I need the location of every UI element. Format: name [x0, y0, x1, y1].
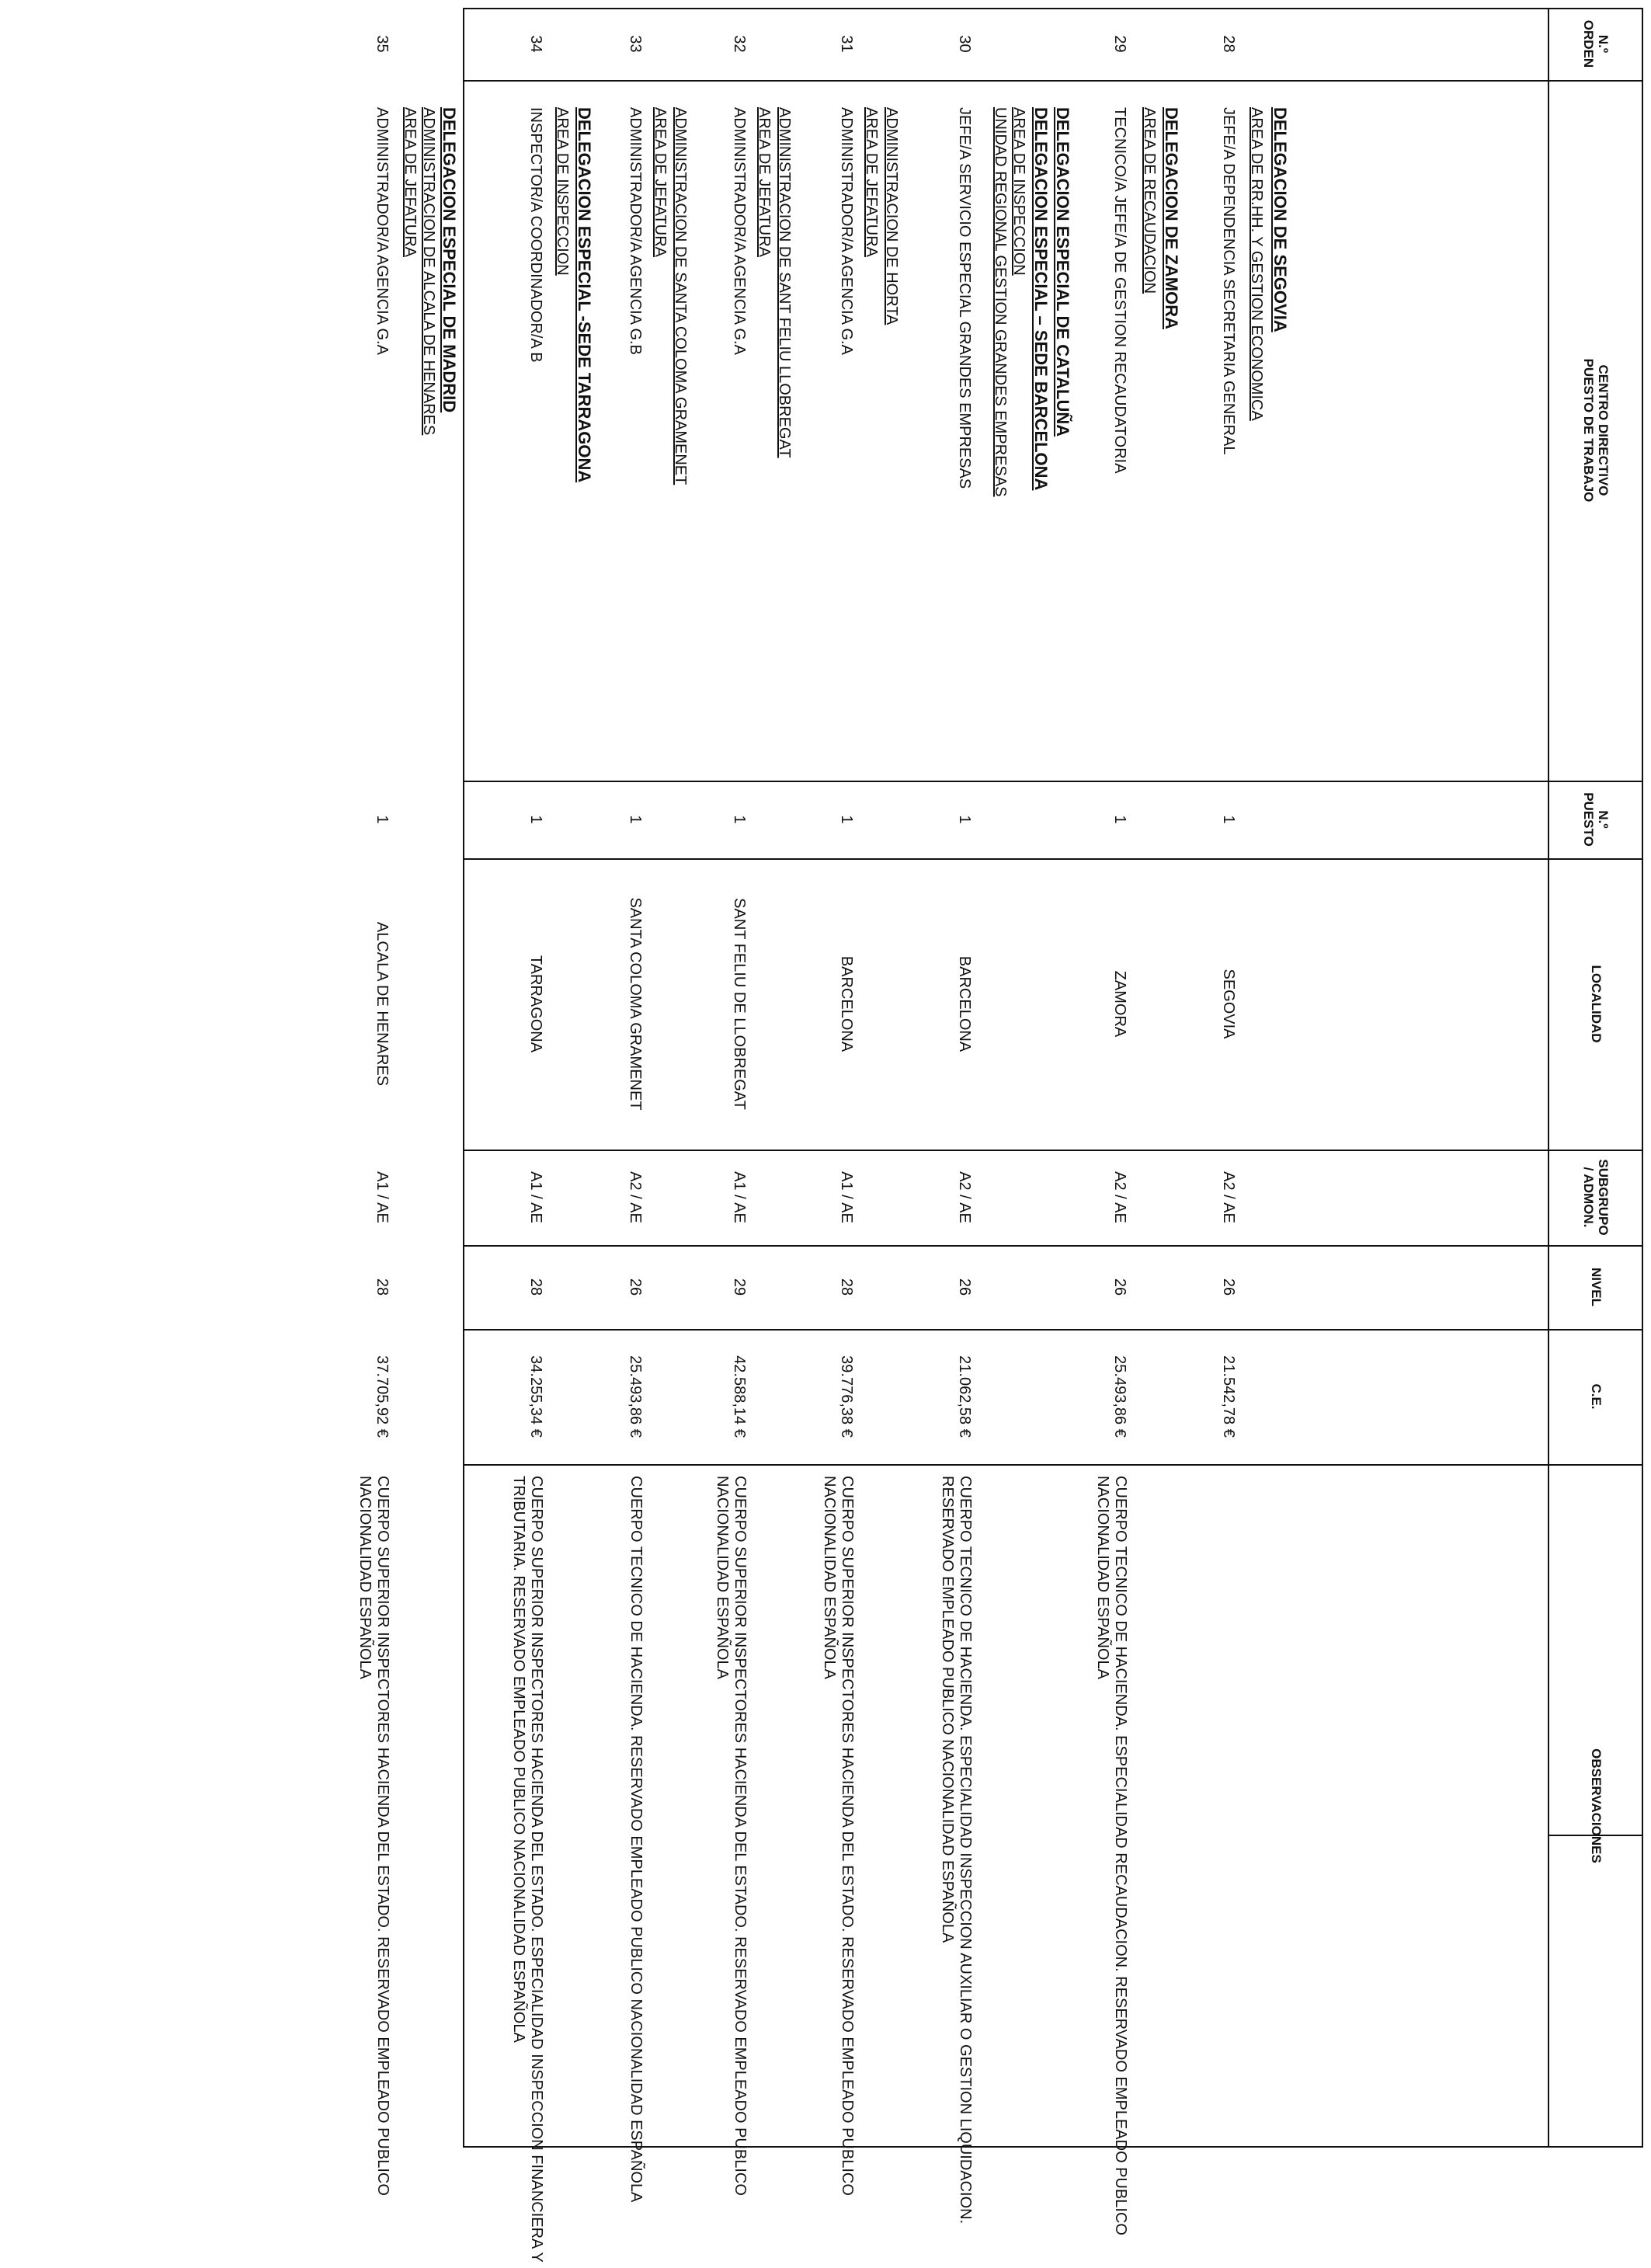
ce: 37.705,92 € [374, 1355, 391, 1438]
n-puesto: 1 [374, 815, 391, 824]
nivel: 28 [374, 1278, 391, 1296]
puesto-trabajo: ADMINISTRADOR/A AGENCIA G.B [627, 107, 644, 355]
localidad: SANTA COLOMA GRAMENET [627, 897, 644, 1111]
subgrupo: A2 / AE [1220, 1171, 1237, 1223]
section-heading: DELEGACION ESPECIAL DE MADRID [440, 107, 459, 413]
column-divider [463, 1464, 1643, 1466]
section-heading: DELEGACION ESPECIAL DE CATALUÑA [1053, 107, 1072, 437]
section-heading: DELEGACION DE ZAMORA [1162, 107, 1181, 329]
n-puesto: 1 [1220, 815, 1237, 824]
column-divider [463, 80, 1643, 82]
observaciones: CUERPO TECNICO DE HACIENDA. ESPECIALIDAD INSPECCION AUXILIAR O GESTION LIQUIDACION. RESERVADO EMPLEADO PUBLICO NACIONALIDAD ESPAÑOLA [939, 1476, 974, 2225]
observaciones: CUERPO SUPERIOR INSPECTORES HACIENDA DEL ESTADO. RESERVADO EMPLEADO PUBLICO NACIONALIDAD ESPAÑOLA [714, 1476, 749, 2196]
area-heading: AREA DE JEFATURA [863, 107, 880, 258]
observaciones: CUERPO SUPERIOR INSPECTORES HACIENDA DEL ESTADO. ESPECIALIDAD INSPECCION FINANCIERA Y TRIBUTARIA. RESERVADO EMPLEADO PUBLICO NACIONALIDAD ESPAÑOLA [510, 1476, 545, 2263]
row-orden: 28 [1220, 35, 1237, 53]
header-subgrupo: SUBGRUPO / ADMON. [1581, 1159, 1611, 1236]
puesto-trabajo: TECNICO/A JEFE/A DE GESTION RECAUDATORIA [1111, 107, 1128, 474]
puesto-trabajo: ADMINISTRADOR/A AGENCIA G.A [838, 107, 855, 355]
localidad: SANT FELIU DE LLOBREGAT [731, 898, 748, 1110]
header-localidad: LOCALIDAD [1589, 965, 1604, 1043]
puesto-trabajo: ADMINISTRADOR/A AGENCIA G.A [731, 107, 748, 355]
section-heading: ADMINISTRACION DE HORTA [883, 107, 900, 325]
row-orden: 33 [627, 35, 644, 53]
observaciones: CUERPO SUPERIOR INSPECTORES HACIENDA DEL ESTADO. RESERVADO EMPLEADO PUBLICO NACIONALIDAD ESPAÑOLA [821, 1476, 856, 2196]
section-heading: ADMINISTRACION DE SANT FELIU LLOBREGAT [776, 107, 793, 458]
nivel: 26 [1220, 1278, 1237, 1296]
header-obs: OBSERVACIONES [1589, 1748, 1604, 1863]
n-puesto: 1 [1111, 815, 1128, 824]
row-orden: 31 [838, 35, 855, 53]
localidad: ALCALA DE HENARES [374, 921, 391, 1087]
nivel: 28 [838, 1278, 855, 1296]
area-heading: AREA DE JEFATURA [652, 107, 669, 258]
observaciones: CUERPO TECNICO DE HACIENDA. RESERVADO EMPLEADO PUBLICO NACIONALIDAD ESPAÑOLA [627, 1476, 645, 2203]
subgrupo: A1 / AE [838, 1171, 855, 1223]
section-heading: DELEGACION ESPECIAL -SEDE TARRAGONA [575, 107, 594, 483]
area-heading: AREA DE INSPECCION [554, 107, 571, 276]
puesto-trabajo: JEFE/A DEPENDENCIA SECRETARIA GENERAL [1220, 107, 1237, 455]
subgrupo: A2 / AE [627, 1171, 644, 1223]
subgrupo: A1 / AE [374, 1171, 391, 1223]
header-ce: C.E. [1589, 1383, 1604, 1410]
n-puesto: 1 [527, 815, 544, 824]
section-heading: ADMINISTRACION DE SANTA COLOMA GRAMENET [672, 107, 689, 485]
puesto-trabajo: INSPECTOR/A COORDINADOR/A B [527, 107, 544, 363]
header-centro: CENTRO DIRECTIVO PUESTO DE TRABAJO [1581, 358, 1611, 503]
header-nivel: NIVEL [1589, 1267, 1604, 1307]
n-puesto: 1 [627, 815, 644, 824]
section-heading: DELEGACION ESPECIAL – SEDE BARCELONA [1031, 107, 1051, 491]
ce: 21.542,78 € [1220, 1355, 1237, 1438]
area-heading: AREA DE RECAUDACION [1141, 107, 1158, 294]
row-orden: 29 [1111, 35, 1128, 53]
header-orden: N.º ORDEN [1581, 19, 1611, 68]
localidad: TARRAGONA [527, 955, 544, 1053]
n-puesto: 1 [838, 815, 855, 824]
area-heading: AREA DE JEFATURA [401, 107, 419, 258]
localidad: SEGOVIA [1220, 969, 1237, 1039]
ce: 42.588,14 € [731, 1355, 748, 1438]
header-puesto: N.º PUESTO [1581, 792, 1611, 847]
subgrupo: A2 / AE [956, 1171, 973, 1223]
nivel: 29 [731, 1278, 748, 1296]
subgrupo: A2 / AE [1111, 1171, 1128, 1223]
n-puesto: 1 [731, 815, 748, 824]
ce: 25.493,86 € [1111, 1355, 1128, 1438]
row-orden: 30 [956, 35, 973, 53]
area-heading: UNIDAD REGIONAL GESTION GRANDES EMPRESAS [992, 107, 1009, 497]
localidad: BARCELONA [956, 955, 973, 1052]
localidad: ZAMORA [1111, 970, 1128, 1038]
nivel: 26 [627, 1278, 644, 1296]
n-puesto: 1 [956, 815, 973, 824]
row-orden: 32 [731, 35, 748, 53]
observaciones: CUERPO TECNICO DE HACIENDA. ESPECIALIDAD RECAUDACION. RESERVADO EMPLEADO PUBLICO NACIONALIDAD ESPAÑOLA [1094, 1476, 1129, 2235]
row-orden: 34 [527, 35, 544, 53]
subgrupo: A1 / AE [527, 1171, 544, 1223]
nivel: 26 [956, 1278, 973, 1296]
ce: 39.776,38 € [838, 1355, 855, 1438]
area-heading: AREA DE JEFATURA [756, 107, 773, 258]
ce: 25.493,86 € [627, 1355, 644, 1438]
ce: 21.062,58 € [956, 1355, 973, 1438]
subgrupo: A1 / AE [731, 1171, 748, 1223]
section-heading: DELEGACION DE SEGOVIA [1270, 107, 1290, 332]
area-heading: ADMINISTRACION DE ALCALA DE HENARES [420, 107, 437, 436]
nivel: 26 [1111, 1278, 1128, 1296]
localidad: BARCELONA [838, 955, 855, 1052]
puesto-trabajo: ADMINISTRADOR/A AGENCIA G.A [374, 107, 391, 355]
nivel: 28 [527, 1278, 544, 1296]
ce: 34.255,34 € [527, 1355, 544, 1438]
observaciones: CUERPO SUPERIOR INSPECTORES HACIENDA DEL ESTADO. RESERVADO EMPLEADO PUBLICO NACIONALIDAD ESPAÑOLA [356, 1476, 391, 2196]
area-heading: AREA DE INSPECCION [1010, 107, 1027, 276]
area-heading: AREA DE RR.HH. Y GESTION ECONOMICA [1248, 107, 1265, 421]
puesto-trabajo: JEFE/A SERVICIO ESPECIAL GRANDES EMPRESAS [956, 107, 973, 489]
row-orden: 35 [374, 35, 391, 53]
